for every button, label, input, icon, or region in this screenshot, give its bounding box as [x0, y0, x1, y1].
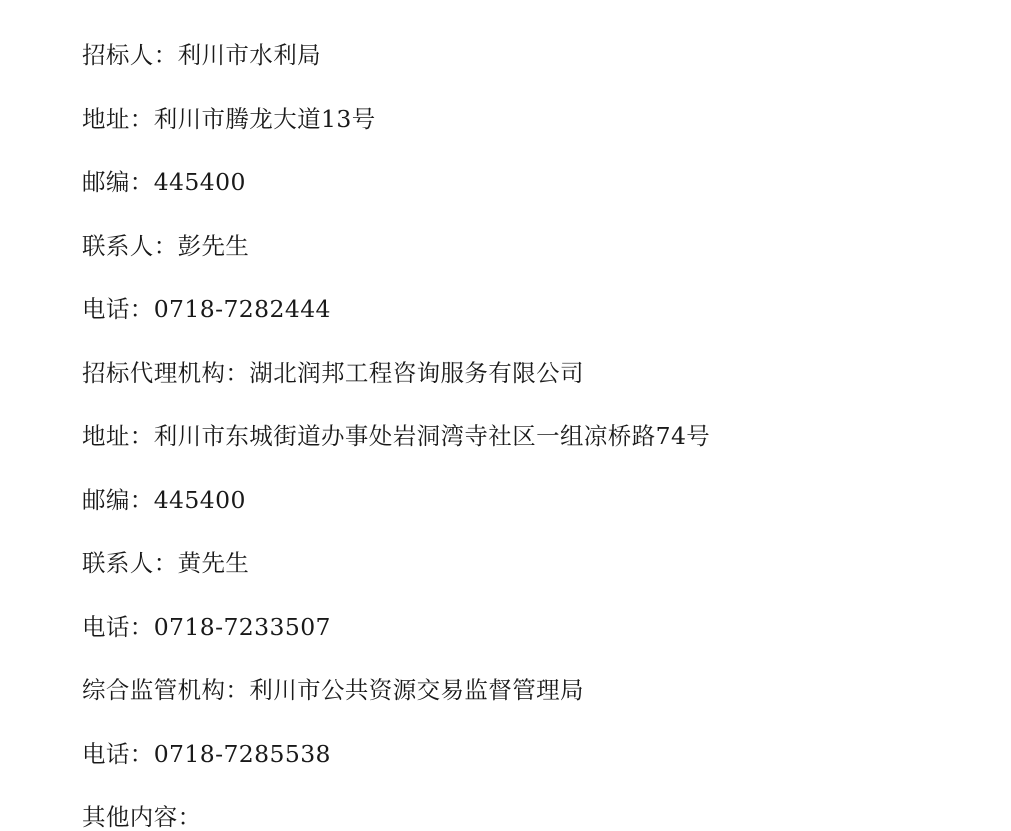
doc-line-tenderer-address: 地址：利川市腾龙大道13号: [82, 104, 376, 133]
doc-line-tenderer-phone: 电话：0718-7282444: [82, 295, 331, 323]
doc-line-tenderer: 招标人：利川市水利局: [82, 41, 321, 69]
doc-line-tenderer-postcode: 邮编：445400: [82, 168, 246, 196]
doc-line-agency: 招标代理机构：湖北润邦工程咨询服务有限公司: [82, 358, 584, 387]
doc-line-agency-phone: 电话：0718-7233507: [82, 612, 331, 641]
doc-line-agency-address: 地址：利川市东城街道办事处岩洞湾寺社区一组凉桥路74号: [82, 422, 711, 450]
doc-line-other-content: 其他内容：: [82, 803, 202, 831]
doc-line-supervisor: 综合监管机构：利川市公共资源交易监督管理局: [82, 676, 584, 704]
doc-line-tenderer-contact: 联系人：彭先生: [82, 231, 250, 260]
doc-line-agency-contact: 联系人：黄先生: [82, 549, 250, 577]
doc-line-agency-postcode: 邮编：445400: [82, 485, 246, 514]
doc-line-supervisor-phone: 电话：0718-7285538: [82, 739, 331, 768]
